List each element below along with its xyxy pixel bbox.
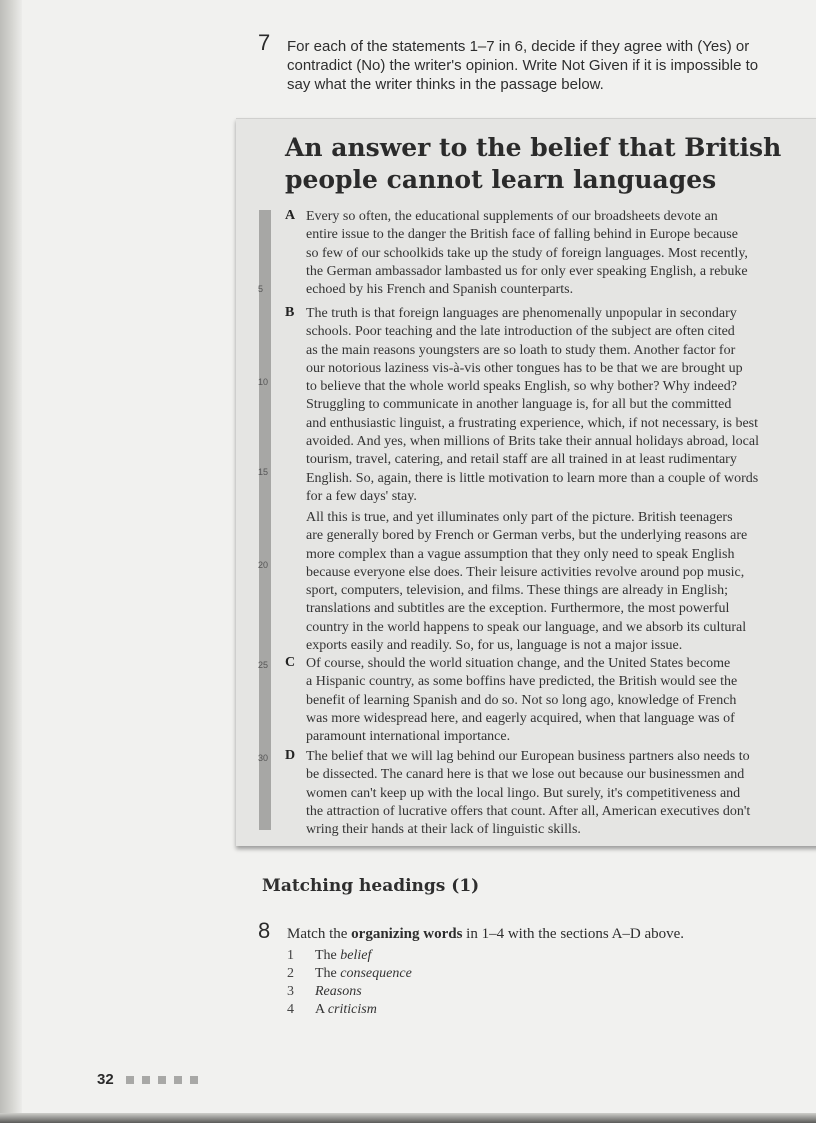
instruction-line: contradict (No) the writer's opinion. Write Not Given if it is impossible to (287, 57, 759, 74)
paragraph-line: entire issue to the danger the British face of falling behind in Europe because (306, 227, 738, 243)
item-number: 3 (287, 984, 294, 999)
item-word: Reasons (315, 984, 362, 999)
page-bottom-edge (0, 1113, 816, 1123)
paragraph-line: The belief that we will lag behind our European business partners also needs to (306, 749, 750, 764)
list-item (287, 984, 362, 1000)
title-line: An answer to the belief that British (285, 133, 782, 162)
paragraph-line: echoed by his French and Spanish counterparts. (306, 282, 574, 298)
instruction-line: say what the writer thinks in the passage below. (287, 76, 604, 93)
paragraph-line: women can't keep up with the local lingo. But surely, it's competitiveness and (306, 785, 741, 801)
line-number: 15 (258, 467, 269, 477)
book-spine-shadow (0, 0, 22, 1123)
list-item (287, 1002, 377, 1018)
exercise-8-number: 8 (258, 918, 271, 943)
instruction-text: Match the (287, 926, 352, 942)
list-item (287, 948, 371, 964)
item-number: 4 (287, 1002, 294, 1017)
section-letter-d: D (285, 748, 296, 763)
decorative-square (174, 1076, 182, 1084)
paragraph-line: benefit of learning Spanish and do so. Not so long ago, knowledge of French (306, 692, 737, 708)
section-letter-b: B (285, 305, 295, 320)
paragraph-line: All this is true, and yet illuminates only part of the picture. British teenagers (306, 510, 733, 525)
paragraph-line: and enthusiastic linguist, a frustrating experience, which, if not necessary, is best (306, 415, 759, 431)
decorative-square (190, 1076, 198, 1084)
instruction-line: For each of the statements 1–7 in 6, decide if they agree with (Yes) or (287, 38, 750, 55)
paragraph-line: wring their hands at their lack of linguistic skills. (306, 822, 581, 838)
paragraph-line: are generally bored by French or German verbs, but the underlying reasons are (306, 528, 748, 544)
item-number: 1 (287, 948, 294, 963)
item-word: belief (340, 948, 372, 963)
section-a-paragraph (306, 208, 816, 299)
title-line: people cannot learn languages (285, 165, 717, 194)
exercise-7-number: 7 (258, 30, 271, 55)
item-word: consequence (340, 966, 412, 981)
paragraph-line: the attraction of lucrative offers that count. After all, American executives don't (306, 803, 751, 819)
paragraph-line: because everyone else does. Their leisure activities revolve around pop music, (306, 564, 745, 580)
paragraph-line: Of course, should the world situation change, and the United States become (306, 656, 731, 671)
paragraph-line: for a few days' stay. (306, 488, 417, 504)
paragraph-line: our notorious laziness vis-à-vis other tongues has to be that we are brought up (306, 360, 743, 376)
section-b-paragraph (306, 305, 816, 506)
page-number: 32 (97, 1071, 114, 1088)
paragraph-line: as the main reasons youngsters are so loath to study them. Another factor for (306, 342, 736, 358)
item-number: 2 (287, 966, 294, 981)
section-c-paragraph (306, 655, 816, 746)
paragraph-line: so few of our schoolkids take up the study of foreign languages. Most recently, (306, 245, 748, 261)
instruction-bold-text: organizing words (351, 926, 463, 942)
item-word: criticism (327, 1002, 377, 1017)
paragraph-line: schools. Poor teaching and the late introduction of the subject are often cited (306, 324, 735, 340)
passage-title (285, 132, 805, 196)
section-d-paragraph (306, 748, 816, 839)
line-number: 10 (258, 377, 269, 387)
paragraph-line: the German ambassador lambasted us for only ever speaking English, a rebuke (306, 263, 748, 279)
section-letter-c: C (285, 655, 296, 670)
line-number: 30 (258, 753, 269, 763)
paragraph-line: sport, computers, television, and films. These things are already in English; (306, 583, 728, 599)
section-letter-a: A (285, 208, 296, 223)
exercise-8-instruction (287, 925, 684, 944)
paragraph-line: be dissected. The canard here is that we lose out because our businessmen and (306, 767, 745, 783)
line-number-bar (259, 210, 271, 830)
paragraph-line: tourism, travel, catering, and retail staff are all trained in at least rudimentary (306, 452, 737, 468)
paragraph-line: was more widespread here, and eagerly acquired, when that language was of (306, 710, 735, 726)
paragraph-line: Struggling to communicate in another language is, for all but the committed (306, 397, 732, 413)
line-number: 20 (258, 560, 269, 570)
paragraph-line: The truth is that foreign languages are phenomenally unpopular in secondary (306, 306, 737, 321)
item-prefix: A (315, 1002, 328, 1017)
decorative-square (142, 1076, 150, 1084)
section-b-continued-paragraph (306, 509, 816, 655)
paragraph-line: more complex than a vague assumption that they only need to speak English (306, 546, 735, 562)
paragraph-line: translations and subtitles are the exception. Furthermore, the most powerful (306, 601, 730, 617)
paragraph-line: to believe that the whole world speaks English, so why bother? Why indeed? (306, 379, 737, 395)
paragraph-line: country in the world happens to speak our language, and we absorb its cultural (306, 619, 747, 635)
paragraph-line: avoided. And yes, when millions of Brits take their annual holidays abroad, local (306, 434, 759, 450)
item-prefix: The (315, 948, 341, 963)
item-prefix: The (315, 966, 341, 981)
matching-headings-title: Matching headings (1) (262, 876, 480, 896)
exercise-7-instructions (287, 37, 758, 94)
line-number: 25 (258, 660, 269, 670)
instruction-text: in 1–4 with the sections A–D above. (462, 926, 685, 942)
list-item (287, 966, 412, 982)
decorative-square (126, 1076, 134, 1084)
decorative-square (158, 1076, 166, 1084)
paragraph-line: a Hispanic country, as some boffins have predicted, the British would see the (306, 674, 738, 690)
paragraph-line: English. So, again, there is little motivation to learn more than a couple of words (306, 470, 759, 486)
paragraph-line: paramount international importance. (306, 729, 511, 745)
paragraph-line: exports easily and readily. So, for us, language is not a major issue. (306, 638, 683, 654)
paragraph-line: Every so often, the educational supplements of our broadsheets devote an (306, 209, 718, 224)
line-number: 5 (258, 284, 264, 294)
